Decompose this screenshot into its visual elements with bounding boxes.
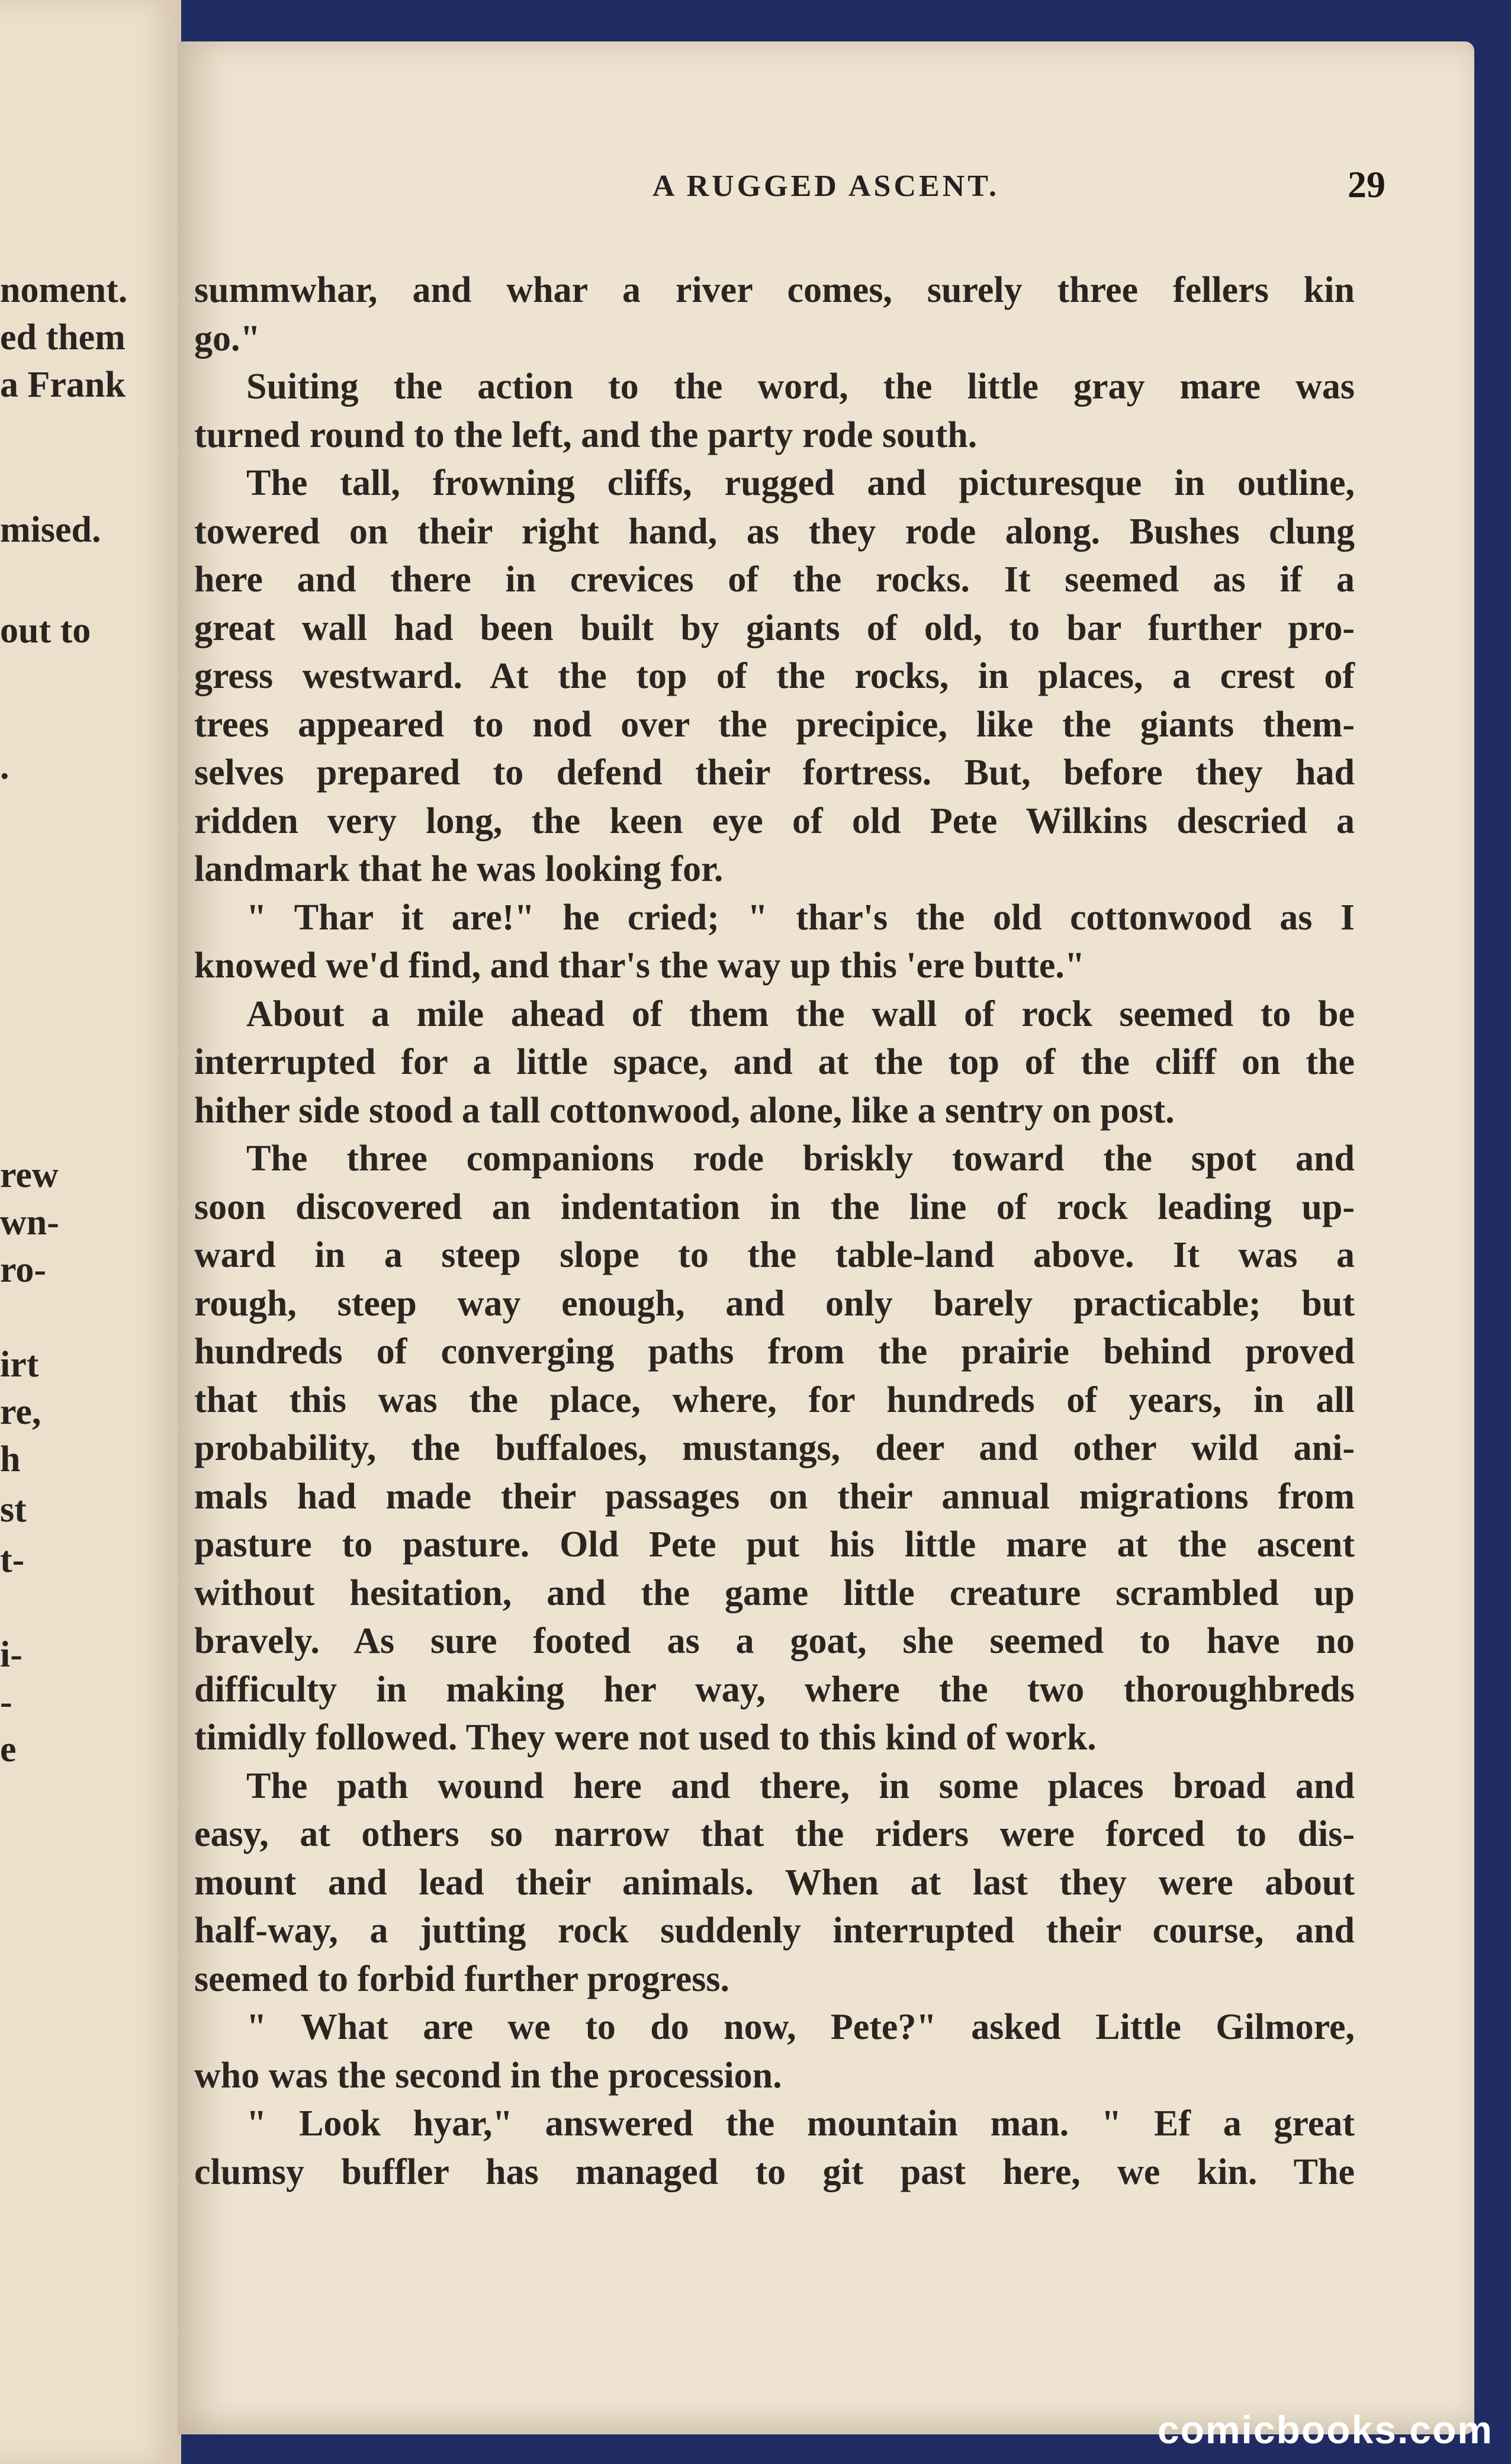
text-line: who was the second in the procession. xyxy=(194,2055,782,2096)
text-line: go." xyxy=(194,318,261,359)
text-line: hither side stood a tall cottonwood, alone, like a sentry on post. xyxy=(194,1090,1175,1131)
margin-fragment: noment. xyxy=(0,270,128,310)
text-line: landmark that he was looking for. xyxy=(194,849,724,889)
text-line: timidly followed. They were not used to this kind of work. xyxy=(194,1717,1097,1758)
margin-fragment: ro- xyxy=(0,1250,47,1290)
text-line: without hesitation, and the game little creature scrambled up xyxy=(194,1572,1355,1613)
margin-fragment: t- xyxy=(0,1540,25,1580)
margin-fragment: a Frank xyxy=(0,365,126,405)
book-page xyxy=(178,41,1474,2434)
text-line: knowed we'd find, and thar's the way up this 'ere butte." xyxy=(194,945,1085,986)
text-line: difficulty in making her way, where the two thoroughbreds xyxy=(194,1669,1355,1710)
text-line: towered on their right hand, as they rode along. Bushes clung xyxy=(194,511,1355,552)
text-line: mals had made their passages on their annual migrations from xyxy=(194,1476,1355,1517)
text-line: " Thar it are!" he cried; " thar's the old cottonwood as I xyxy=(246,897,1355,938)
text-line: About a mile ahead of them the wall of rock seemed to be xyxy=(246,993,1355,1034)
margin-fragment: ed them xyxy=(0,317,126,358)
text-line: The path wound here and there, in some places broad and xyxy=(246,1765,1355,1806)
text-line: seemed to forbid further progress. xyxy=(194,1958,730,1999)
text-line: here and there in crevices of the rocks. It seemed as if a xyxy=(194,559,1355,600)
text-line: rough, steep way enough, and only barely practicable; but xyxy=(194,1283,1355,1324)
text-line: " What are we to do now, Pete?" asked Little Gilmore, xyxy=(246,2007,1355,2047)
text-line: turned round to the left, and the party rode south. xyxy=(194,414,978,455)
text-line: gress westward. At the top of the rocks, in places, a crest of xyxy=(194,656,1355,696)
margin-fragment: h xyxy=(0,1439,21,1479)
text-line: hundreds of converging paths from the prairie behind proved xyxy=(194,1331,1355,1372)
margin-fragment: rew xyxy=(0,1155,59,1195)
running-head: A RUGGED ASCENT. xyxy=(652,169,1000,203)
text-line: pasture to pasture. Old Pete put his little mare at the ascent xyxy=(194,1524,1355,1565)
page-number: 29 xyxy=(1348,163,1385,205)
text-line: Suiting the action to the word, the little gray mare was xyxy=(246,366,1355,407)
margin-fragment: mised. xyxy=(0,510,101,550)
text-line: mount and lead their animals. When at last they were about xyxy=(194,1862,1355,1903)
site-watermark: comicbooks.com xyxy=(1157,2408,1493,2452)
text-line: The tall, frowning cliffs, rugged and picturesque in outline, xyxy=(246,463,1355,503)
margin-fragment: wn- xyxy=(0,1202,59,1243)
text-line: that this was the place, where, for hundreds of years, in all xyxy=(194,1379,1355,1420)
body-text xyxy=(194,266,1355,2196)
margin-fragment: re, xyxy=(0,1392,41,1432)
text-line: ridden very long, the keen eye of old Pete Wilkins descried a xyxy=(194,800,1355,841)
margin-fragment: . xyxy=(0,747,9,787)
text-line: selves prepared to defend their fortress. But, before they had xyxy=(194,752,1355,793)
text-line: trees appeared to nod over the precipice, like the giants them- xyxy=(194,704,1355,745)
text-line: clumsy buffler has managed to git past here, we kin. The xyxy=(194,2151,1355,2192)
margin-fragment: irt xyxy=(0,1344,39,1385)
margin-fragment: e xyxy=(0,1729,17,1770)
text-line: half-way, a jutting rock suddenly interrupted their course, and xyxy=(194,1910,1355,1951)
text-line: The three companions rode briskly toward the spot and xyxy=(246,1138,1355,1179)
margin-fragment: - xyxy=(0,1682,12,1722)
margin-fragment: st xyxy=(0,1490,27,1530)
text-line: ward in a steep slope to the table-land above. It was a xyxy=(194,1235,1355,1275)
margin-fragment: i- xyxy=(0,1635,22,1675)
text-line: " Look hyar," answered the mountain man. " Ef a great xyxy=(246,2103,1355,2144)
text-line: great wall had been built by giants of old, to bar further pro- xyxy=(194,607,1355,648)
text-line: probability, the buffaloes, mustangs, deer and other wild ani- xyxy=(194,1428,1355,1468)
text-line: bravely. As sure footed as a goat, she seemed to have no xyxy=(194,1621,1355,1661)
text-line: easy, at others so narrow that the riders were forced to dis- xyxy=(194,1814,1355,1854)
text-line: soon discovered an indentation in the line of rock leading up- xyxy=(194,1186,1355,1227)
previous-page-edge xyxy=(0,0,181,2464)
margin-fragment: out to xyxy=(0,610,91,651)
text-line: interrupted for a little space, and at the top of the cliff on the xyxy=(194,1042,1355,1082)
text-line: summwhar, and whar a river comes, surely three fellers kin xyxy=(194,270,1355,310)
